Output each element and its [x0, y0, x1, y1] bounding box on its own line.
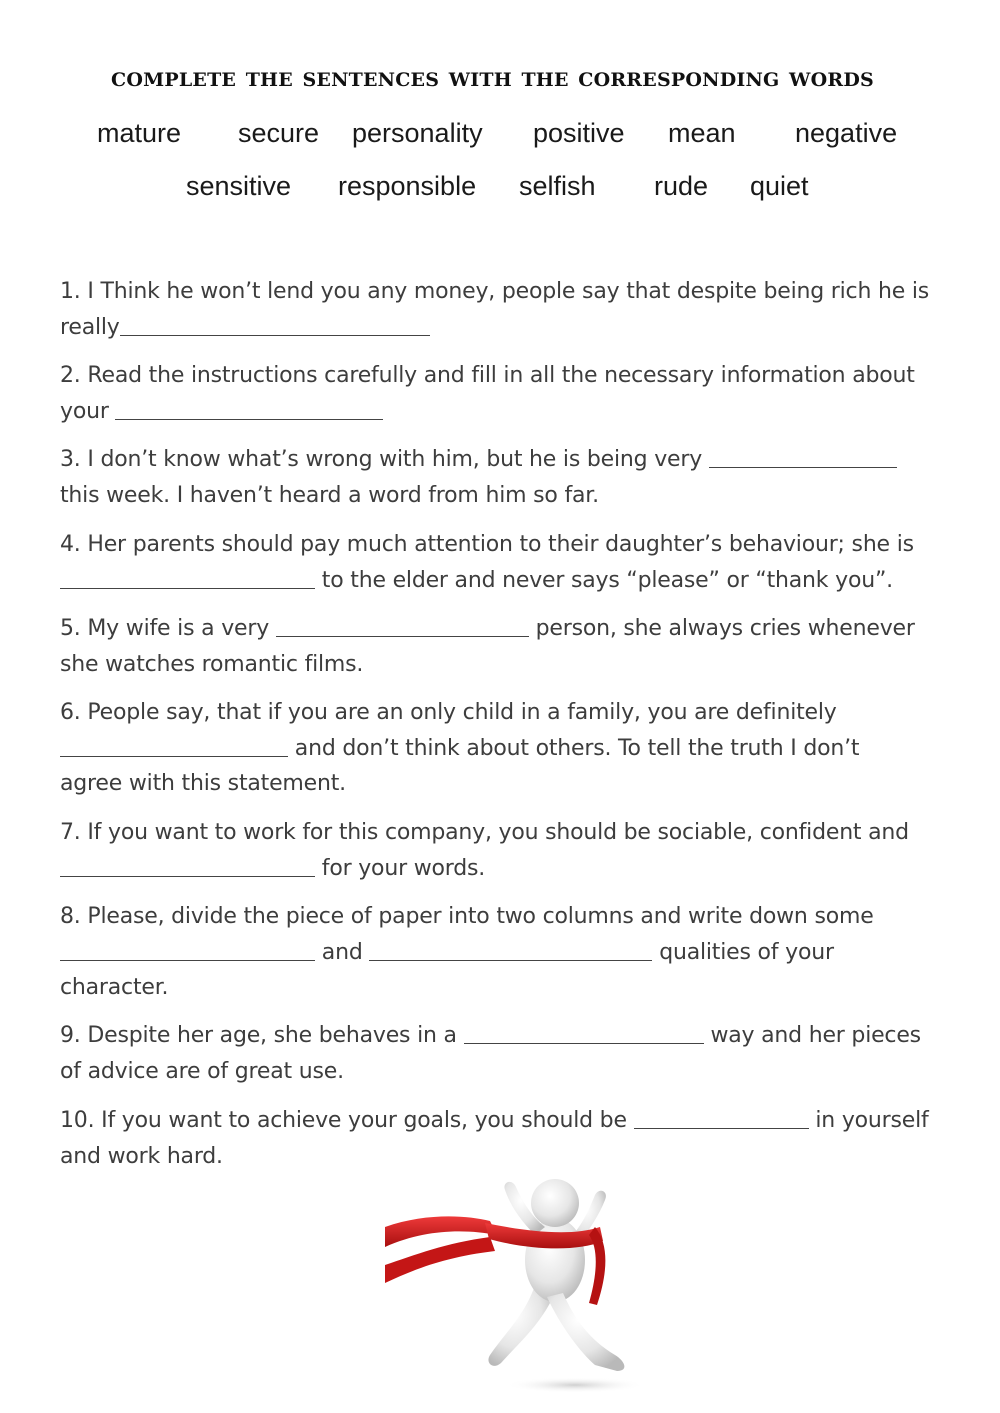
question-text: of advice are of great use.: [60, 1058, 344, 1084]
question-text: and work hard.: [60, 1143, 223, 1169]
question-3: [60, 442, 945, 513]
question-text: qualities of your: [659, 939, 834, 965]
question-text: 10. If you want to achieve your goals, you should be: [60, 1108, 627, 1133]
question-text: this week. I haven’t heard a word from him so far.: [60, 482, 599, 508]
word-mean: mean: [668, 118, 736, 148]
answer-blank[interactable]: [369, 959, 652, 961]
word-positive: positive: [533, 118, 625, 148]
question-text: agree with this statement.: [60, 771, 346, 796]
word-secure: secure: [238, 118, 320, 148]
word-selfish: selfish: [519, 171, 596, 201]
question-2: [60, 358, 945, 429]
question-text: and don’t think about others. To tell the truth I don’t: [294, 735, 860, 761]
question-5: [60, 611, 945, 682]
worksheet-title: complete the sentences with the corresponding words: [111, 62, 874, 93]
answer-blank[interactable]: [60, 755, 288, 757]
question-text: 4. Her parents should pay much attention to their daughter’s behaviour; she is: [60, 532, 914, 557]
ground-shadow: [505, 1377, 645, 1393]
word-responsible: responsible: [338, 171, 477, 201]
question-1: [60, 274, 945, 345]
question-text: 2. Read the instructions carefully and fill in all the necessary information about: [60, 363, 915, 388]
question-4: [60, 527, 945, 598]
question-text: 7. If you want to work for this company, you should be sociable, confident and: [60, 820, 909, 845]
question-text: and: [321, 939, 363, 965]
answer-blank[interactable]: [115, 418, 383, 420]
finish-line-runner-picture: [385, 1165, 675, 1395]
figure-head: [531, 1179, 579, 1227]
word-quiet: quiet: [750, 171, 809, 201]
question-text: in yourself: [815, 1108, 929, 1133]
answer-blank[interactable]: [60, 587, 315, 589]
ribbon-left-lower: [385, 1237, 495, 1283]
figure-front-leg: [547, 1293, 624, 1371]
answer-blank[interactable]: [60, 959, 315, 961]
question-text: character.: [60, 975, 169, 1000]
answer-blank[interactable]: [60, 875, 315, 877]
question-text: really: [60, 314, 120, 340]
question-7: [60, 815, 945, 886]
answer-blank[interactable]: [276, 635, 529, 637]
question-text: 9. Despite her age, she behaves in a: [60, 1023, 457, 1048]
question-text: 5. My wife is a very: [60, 616, 270, 641]
question-text: 3. I don’t know what’s wrong with him, but he is being very: [60, 447, 703, 472]
word-mature: mature: [97, 118, 182, 148]
answer-blank[interactable]: [464, 1042, 704, 1044]
question-text: she watches romantic films.: [60, 651, 364, 677]
question-text: to the elder and never says “please” or “thank you”.: [321, 567, 893, 593]
question-8: [60, 899, 945, 1006]
answer-blank[interactable]: [120, 334, 430, 336]
question-text: 8. Please, divide the piece of paper into two columns and write down some: [60, 904, 874, 929]
question-text: 6. People say, that if you are an only child in a family, you are definitely: [60, 700, 837, 725]
question-10: [60, 1103, 945, 1174]
answer-blank[interactable]: [709, 466, 897, 468]
question-text: for your words.: [321, 855, 486, 881]
question-text: person, she always cries whenever: [535, 616, 915, 641]
question-text: your: [60, 398, 109, 424]
question-text: way and her pieces: [710, 1023, 921, 1048]
answer-blank[interactable]: [634, 1127, 809, 1129]
word-personality: personality: [352, 118, 483, 148]
question-9: [60, 1018, 945, 1089]
ribbon-tail: [589, 1227, 605, 1305]
word-negative: negative: [795, 118, 898, 148]
word-sensitive: sensitive: [186, 171, 292, 201]
word-rude: rude: [654, 171, 709, 201]
question-6: [60, 695, 945, 802]
question-text: 1. I Think he won’t lend you any money, people say that despite being rich he is: [60, 279, 930, 304]
